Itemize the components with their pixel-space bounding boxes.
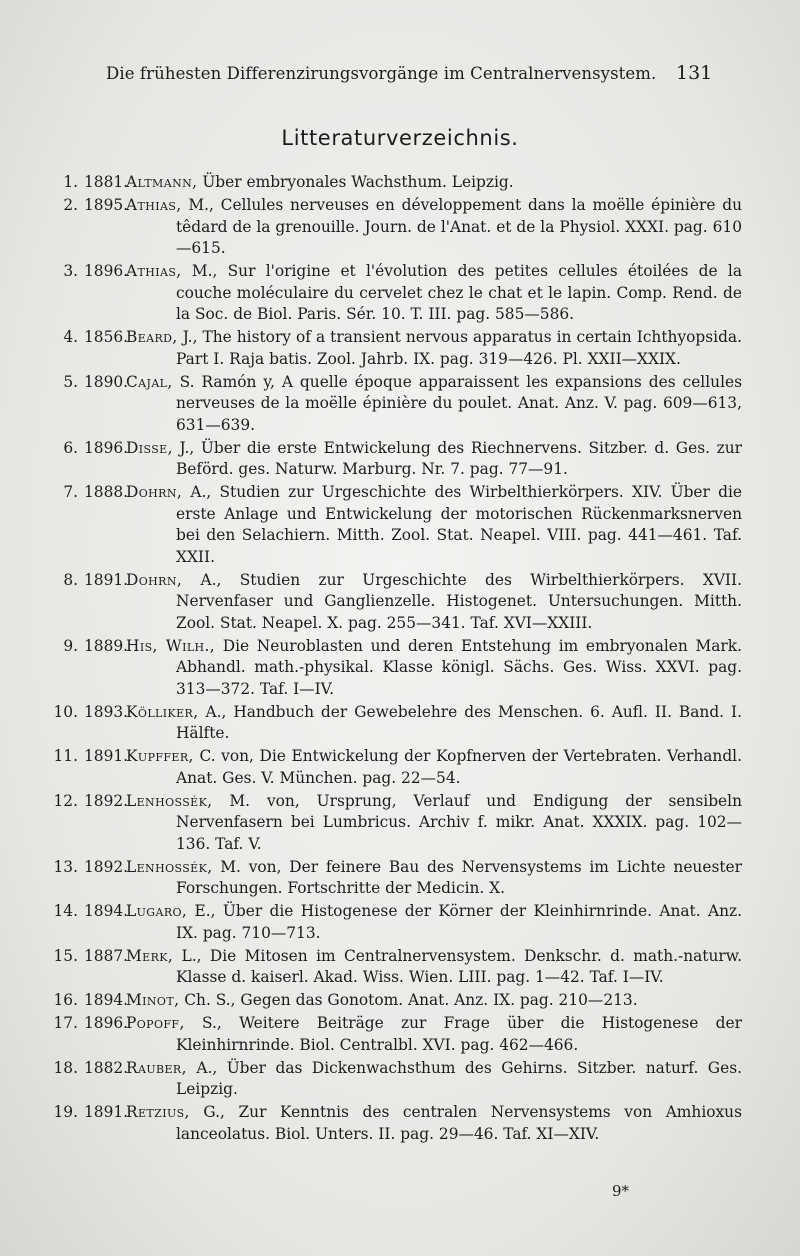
reference-citation: A., Studien zur Urgeschichte des Wirbelthierkörpers. XVII. Nervenfaser und Ganglienzelle. Histogenet. Untersuchungen. Mitth. Zool. Stat. Neapel. X. pag. 255—341. Taf. XVI—XXIII. [176,570,742,632]
reference-number: 9. [63,636,78,655]
reference-citation: M., Cellules nerveuses en développement dans la moëlle épinière du têdard de la grenouille. Journ. de l'Anat. et de la Physiol. XXXI. pag. 610—615. [176,196,742,257]
reference-item [52,438,742,481]
reference-number: 17. [53,1014,78,1032]
reference-text [52,482,742,568]
reference-citation: S. Ramón y, A quelle époque apparaissent les expansions des cellules nerveuses de la moëlle épinière du poulet. Anat. Anz. V. pag. 609—613, 631—639. [172,372,742,434]
reference-text [52,1013,742,1056]
reference-item [52,990,742,1012]
reference-year: 1891. [84,747,129,765]
reference-number: 15. [53,946,78,965]
reference-text [52,261,742,326]
reference-citation: E., Über die Histogenese der Körner der Kleinhirnrinde. Anat. Anz. IX. pag. 710—713. [176,902,742,942]
reference-item [52,1058,742,1101]
reference-number: 19. [53,1103,78,1121]
reference-year: 1887. [84,946,129,965]
reference-item [52,702,742,745]
reference-text [52,746,742,789]
reference-author: Athias, [126,196,182,214]
reference-text [52,702,742,745]
reference-author: Minot, [126,991,180,1009]
reference-text [52,636,742,701]
reference-author: Lenhossék, [126,791,213,810]
reference-item [52,746,742,789]
reference-author: Rauber, [126,1058,187,1077]
reference-citation: C. von, Die Entwickelung der Kopfnerven der Vertebraten. Verhandl. Anat. Ges. V. München. pag. 22—54. [176,747,742,787]
reference-text [52,901,742,944]
reference-text [52,327,742,370]
reference-text [52,791,742,856]
reference-number: 7. [63,483,78,501]
reference-item [52,195,742,260]
reference-number: 16. [53,991,78,1009]
reference-citation: A., Studien zur Urgeschichte des Wirbelthierkörpers. XIV. Über die erste Anlage und Entwickelung der motorischen Rückenmarksnerven bei den Selachiern. Mitth. Zool. Stat. Neapel. VIII. pag. 441—461. Taf. XXII. [176,483,742,566]
reference-citation: A., Über das Dickenwachsthum des Gehirns. Sitzber. naturf. Ges. Leipzig. [176,1058,742,1098]
reference-citation: Ch. S., Gegen das Gonotom. Anat. Anz. IX. pag. 210—213. [179,991,638,1009]
reference-year: 1889. [84,636,129,655]
reference-citation: M. von, Ursprung, Verlauf und Endigung der sensibeln Nervenfasern bei Lumbricus. Archiv f. mikr. Anat. XXXIX. pag. 102—136. Taf. V. [176,791,742,853]
reference-year: 1891. [84,570,129,589]
reference-text [52,946,742,989]
reference-author: Disse, [126,438,173,457]
reference-text [52,1058,742,1101]
reference-author: Altmann, [126,173,198,191]
reference-author: Kölliker, [126,702,199,721]
reference-text [52,195,742,260]
reference-year: 1894. [84,902,129,920]
reference-number: 4. [63,328,78,346]
reference-number: 10. [53,702,78,721]
reference-year: 1888. [84,483,129,501]
signature-mark: 9* [612,1182,630,1200]
reference-citation: M., Sur l'origine et l'évolution des petites cellules étoilées de la couche moléculaire du cervelet chez le chat et le lapin. Comp. Rend. de la Soc. de Biol. Paris. Sér. 10. T. III. pag. 585—586. [176,262,742,323]
reference-item [52,946,742,989]
reference-author: Dohrn, [126,483,183,501]
reference-text [52,990,742,1012]
reference-author: Lugaro, [126,902,188,920]
reference-number: 6. [63,438,78,457]
reference-number: 18. [53,1058,78,1077]
reference-year: 1891. [84,1103,129,1121]
reference-number: 13. [53,857,78,876]
page-number: 131 [676,62,713,84]
reference-year: 1892. [84,857,129,876]
reference-item [52,327,742,370]
reference-item [52,261,742,326]
reference-item [52,1013,742,1056]
reference-citation: Über embryonales Wachsthum. Leipzig. [197,173,514,191]
reference-number: 3. [63,262,78,280]
reference-number: 11. [53,747,78,765]
reference-year: 1894. [84,991,129,1009]
reference-text [52,570,742,635]
reference-text [52,857,742,900]
reference-citation: Die Neuroblasten und deren Entstehung im embryonalen Mark. Abhandl. math.-physikal. Klasse königl. Sächs. Ges. Wiss. XXVI. pag. 313—372. Taf. I—IV. [176,636,742,698]
reference-author: Retzius, [126,1103,190,1121]
reference-list [52,172,742,1147]
reference-year: 1882. [84,1058,129,1077]
reference-item [52,570,742,635]
section-title: Litteraturverzeichnis. [281,126,519,150]
reference-author: Merk, [126,946,174,965]
reference-year: 1890. [84,372,129,391]
reference-item [52,172,742,194]
reference-item [52,482,742,568]
reference-item [52,372,742,437]
reference-year: 1856. [84,328,129,346]
reference-author: Dohrn, [126,570,183,589]
reference-year: 1896. [84,262,129,280]
reference-year: 1896. [84,1014,129,1032]
reference-author: Athias, [126,262,182,280]
reference-citation: J., Über die erste Entwickelung des Riechnervens. Sitzber. d. Ges. zur Beförd. ges. Naturw. Marburg. Nr. 7. pag. 77—91. [172,438,742,478]
reference-number: 12. [53,791,78,810]
reference-citation: J., The history of a transient nervous apparatus in certain Ichthyopsida. Part I. Raja batis. Zool. Jahrb. IX. pag. 319—426. Pl. XXII—XXIX. [176,328,742,368]
reference-year: 1881. [84,173,129,191]
reference-text [52,438,742,481]
reference-year: 1893. [84,702,129,721]
reference-item [52,1102,742,1145]
reference-item [52,791,742,856]
reference-number: 14. [53,902,78,920]
reference-text [52,372,742,437]
reference-number: 5. [63,372,78,391]
reference-citation: L., Die Mitosen im Centralnervensystem. Denkschr. d. math.-naturw. Klasse d. kaiserl. Akad. Wiss. Wien. LIII. pag. 1—42. Taf. I—IV. [173,946,742,986]
reference-year: 1892. [84,791,129,810]
reference-year: 1895. [84,196,129,214]
reference-year: 1896. [84,438,129,457]
reference-text [52,172,742,194]
reference-author: Popoff, [126,1014,185,1032]
reference-author: His, Wilh., [126,636,216,655]
reference-item [52,901,742,944]
reference-number: 8. [63,570,78,589]
reference-author: Beard, [126,328,178,346]
reference-item [52,857,742,900]
reference-citation: G., Zur Kenntnis des centralen Nervensystems von Amhioxus lanceolatus. Biol. Unters. II. pag. 29—46. Taf. XI—XIV. [176,1103,742,1143]
reference-author: Kupffer, [126,747,194,765]
reference-author: Lenhossék, [126,857,213,876]
reference-citation: S., Weitere Beiträge zur Frage über die Histogenese der Kleinhirnrinde. Biol. Centralbl. XVI. pag. 462—466. [176,1014,742,1054]
reference-author: Cajal, [126,372,173,391]
reference-item [52,636,742,701]
reference-citation: A., Handbuch der Gewebelehre des Menschen. 6. Aufl. II. Band. I. Hälfte. [176,702,742,742]
reference-citation: M. von, Der feinere Bau des Nervensystems im Lichte neuester Forschungen. Fortschritte der Medicin. X. [176,857,742,897]
running-title: Die frühesten Differenzirungsvorgänge im Centralnervensystem. [106,64,657,83]
reference-number: 2. [63,196,78,214]
reference-number: 1. [63,173,78,191]
reference-text [52,1102,742,1145]
